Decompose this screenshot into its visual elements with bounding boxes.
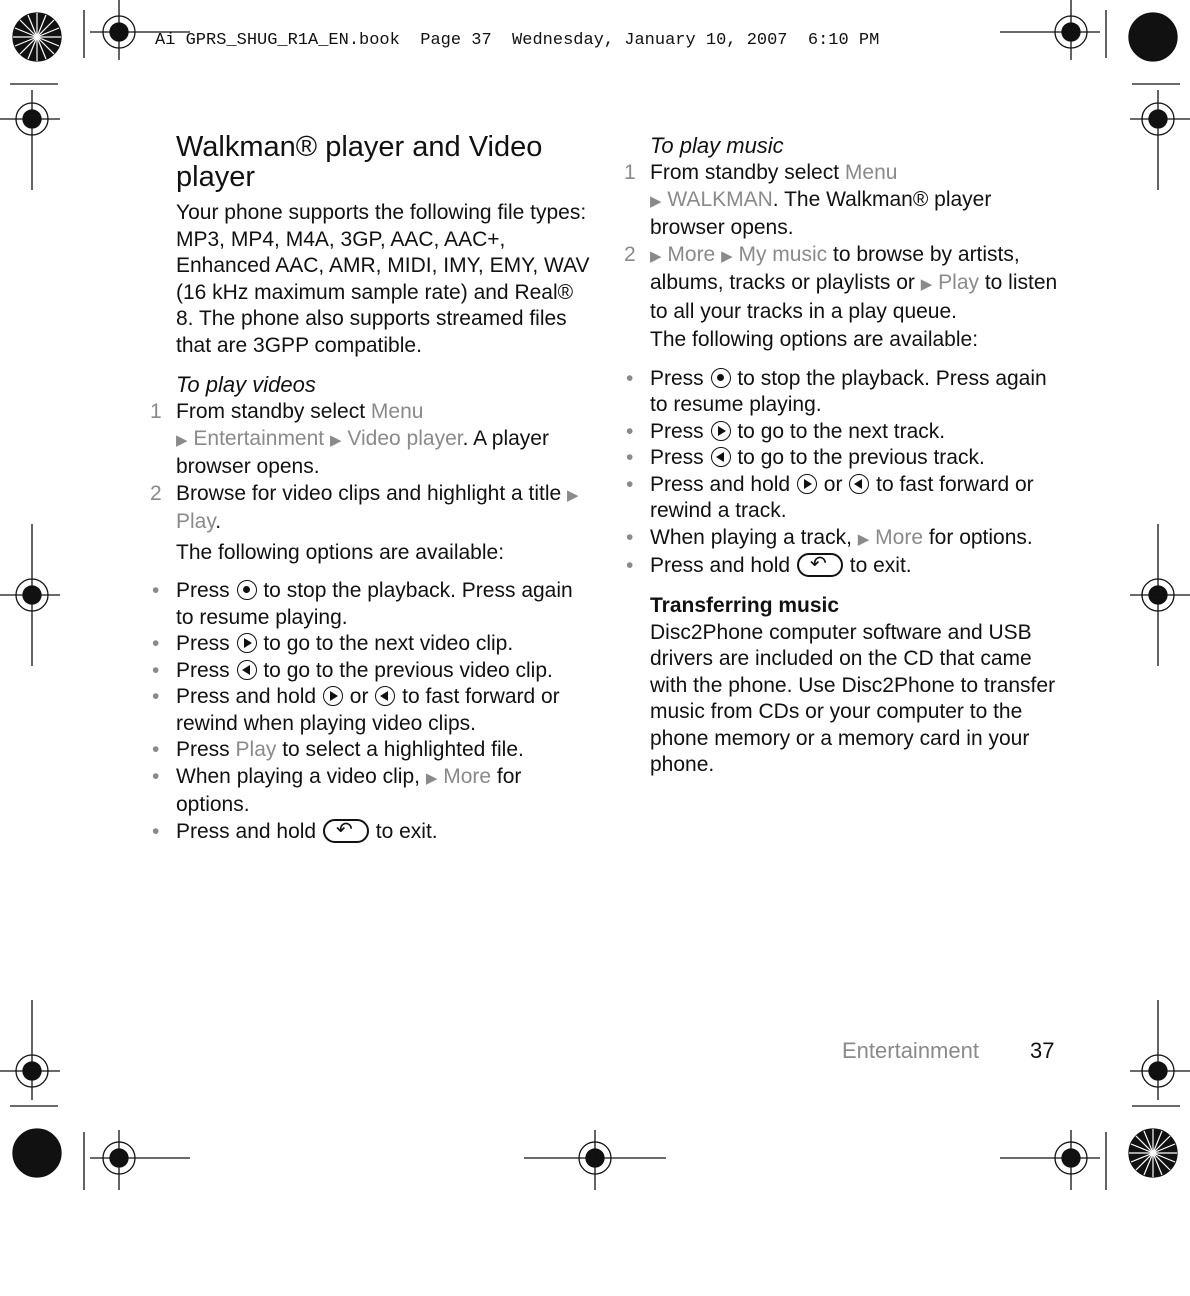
play-label: Play (938, 271, 979, 294)
bullet-icon: • (152, 579, 160, 602)
arrow-icon: ▶ (920, 276, 933, 293)
bullet-icon: • (152, 764, 160, 788)
arrow-icon: ▶ (650, 247, 662, 265)
bullet-icon: • (152, 658, 160, 682)
entertainment-label: Entertainment (193, 426, 325, 450)
crosshair-right-middle (1130, 524, 1190, 666)
arrow-icon: ▶ (650, 192, 662, 210)
footer-section-title: Entertainment (842, 1038, 979, 1063)
transferring-music-heading: Transferring music (650, 593, 840, 617)
registration-burst-bottom-right (1129, 1129, 1177, 1177)
crosshair-bottom-center (524, 1130, 666, 1190)
previous-key-icon (375, 686, 395, 706)
list-item: 2 Browse for video clips and highlight a title ▶ Play. (150, 481, 579, 533)
page-number: 37 (1030, 1038, 1055, 1063)
crosshair-right-upper (1130, 90, 1190, 190)
bullet-icon: • (152, 685, 160, 708)
left-column (150, 131, 596, 845)
to-play-music-heading: To play music (650, 133, 784, 158)
to-play-videos-heading: To play videos (176, 372, 316, 397)
list-item: 2 ▶ More ▶ My music to browse by artists, albums, tracks or playlists or ▶ Play to listen to all your tracks in a play queue. (624, 242, 1058, 323)
list-item: • Press to go to the previous video clip. (176, 658, 596, 685)
list-item: • Press to go to the next video clip. (176, 631, 596, 658)
crosshair-top-center-left (90, 0, 190, 60)
my-music-label: My music (738, 242, 828, 266)
video-options-list (152, 578, 596, 845)
video-player-label: Video player (347, 426, 463, 450)
next-key-icon (323, 686, 343, 706)
bullet-icon: • (626, 419, 634, 443)
bullet-icon: • (152, 738, 160, 761)
stop-key-icon (711, 368, 731, 388)
arrow-icon: ▶ (329, 431, 342, 449)
arrow-icon: ▶ (176, 431, 188, 449)
arrow-icon: ▶ (721, 247, 733, 265)
back-key-icon (323, 819, 369, 843)
previous-key-icon (849, 474, 869, 494)
list-item: • Press to go to the previous track. (650, 445, 1070, 472)
arrow-icon: ▶ (425, 769, 438, 787)
list-item: • Press and hold ↶ to exit. (650, 553, 1070, 580)
next-key-icon (711, 421, 731, 441)
arrow-icon: ▶ (567, 486, 579, 504)
options-note: The following options are available: (176, 540, 505, 564)
step-number: 1 (624, 161, 636, 184)
list-item: 1 From standby select Menu ▶ Entertainment ▶ Video player. A player browser opens. (150, 400, 549, 478)
list-item: • Press and hold or to fast forward or rewind when playing video clips. (152, 685, 560, 735)
crosshair-left-lower (0, 1000, 60, 1100)
crosshair-left-middle (0, 524, 60, 666)
next-key-icon (237, 633, 257, 653)
bullet-icon: • (152, 632, 160, 655)
registration-burst-top-left (13, 13, 61, 61)
list-item: 1 From standby select Menu ▶ WALKMAN. The Walkman® player browser opens. (624, 161, 992, 239)
more-label: More (875, 525, 924, 549)
menu-label: Menu (844, 161, 898, 184)
list-item: • Press to go to the next track. (650, 419, 1070, 446)
bullet-icon: • (626, 366, 634, 390)
stop-key-icon (237, 580, 257, 600)
play-label: Play (176, 510, 216, 533)
page-title: Walkman® player and Video player (176, 131, 543, 193)
step-number: 2 (624, 242, 636, 266)
music-steps (624, 160, 1070, 325)
list-item: • Press and hold or to fast forward or rewind a track. (626, 472, 1034, 522)
more-label: More (443, 764, 492, 788)
list-item: • When playing a video clip, ▶ More for options. (152, 764, 522, 816)
next-key-icon (797, 474, 817, 494)
arrow-icon: ▶ (857, 530, 870, 548)
crosshair-top-right (1000, 0, 1100, 60)
crosshair-bottom-right (1000, 1130, 1100, 1190)
bullet-icon: • (626, 472, 634, 496)
bullet-icon: • (152, 819, 160, 843)
print-header: Ai GPRS_SHUG_R1A_EN.book Page 37 Wednesday, January 10, 2007 6:10 PM (155, 31, 880, 50)
list-item: • When playing a track, ▶ More for options. (650, 525, 1070, 554)
registration-dot-top-right (1129, 13, 1177, 61)
list-item: • Press to stop the playback. Press again to resume playing. (152, 579, 573, 629)
list-item: • Press Play to select a highlighted file. (176, 737, 596, 764)
right-column (624, 132, 1070, 779)
play-label: Play (235, 738, 277, 761)
menu-label: Menu (370, 400, 424, 423)
list-item: • Press to stop the playback. Press again to resume playing. (626, 366, 1047, 416)
crosshair-bottom-left (90, 1130, 190, 1190)
music-options-list (626, 366, 1070, 580)
intro-paragraph: Your phone supports the following file types: MP3, MP4, M4A, 3GP, AAC, AAC+, Enhanced AAC, AMR, MIDI, IMY, EMY, WAV (16 kHz maximum sample rate) and Real® 8. The phone also supports streamed files that are 3GPP compatible. (176, 201, 590, 357)
bullet-icon: • (626, 446, 634, 469)
step-number: 1 (150, 400, 162, 423)
walkman-label: WALKMAN (667, 187, 773, 211)
registration-dot-bottom-left (13, 1129, 61, 1177)
more-label: More (667, 242, 716, 266)
transfer-paragraph: Disc2Phone computer software and USB drivers are included on the CD that came with the phone. Use Disc2Phone to transfer music from CDs or your computer to the phone memory or a memory card in your phone. (650, 620, 1056, 776)
step-number: 2 (150, 481, 162, 505)
options-note: The following options are available: (650, 328, 979, 351)
bullet-icon: • (626, 554, 634, 577)
back-key-icon (797, 553, 843, 577)
video-steps (150, 399, 596, 536)
previous-key-icon (237, 660, 257, 680)
bullet-icon: • (626, 525, 634, 549)
previous-key-icon (711, 447, 731, 467)
crosshair-right-lower (1130, 1000, 1190, 1100)
list-item: • Press and hold ↶ to exit. (176, 819, 596, 846)
crosshair-left-upper (0, 90, 60, 190)
